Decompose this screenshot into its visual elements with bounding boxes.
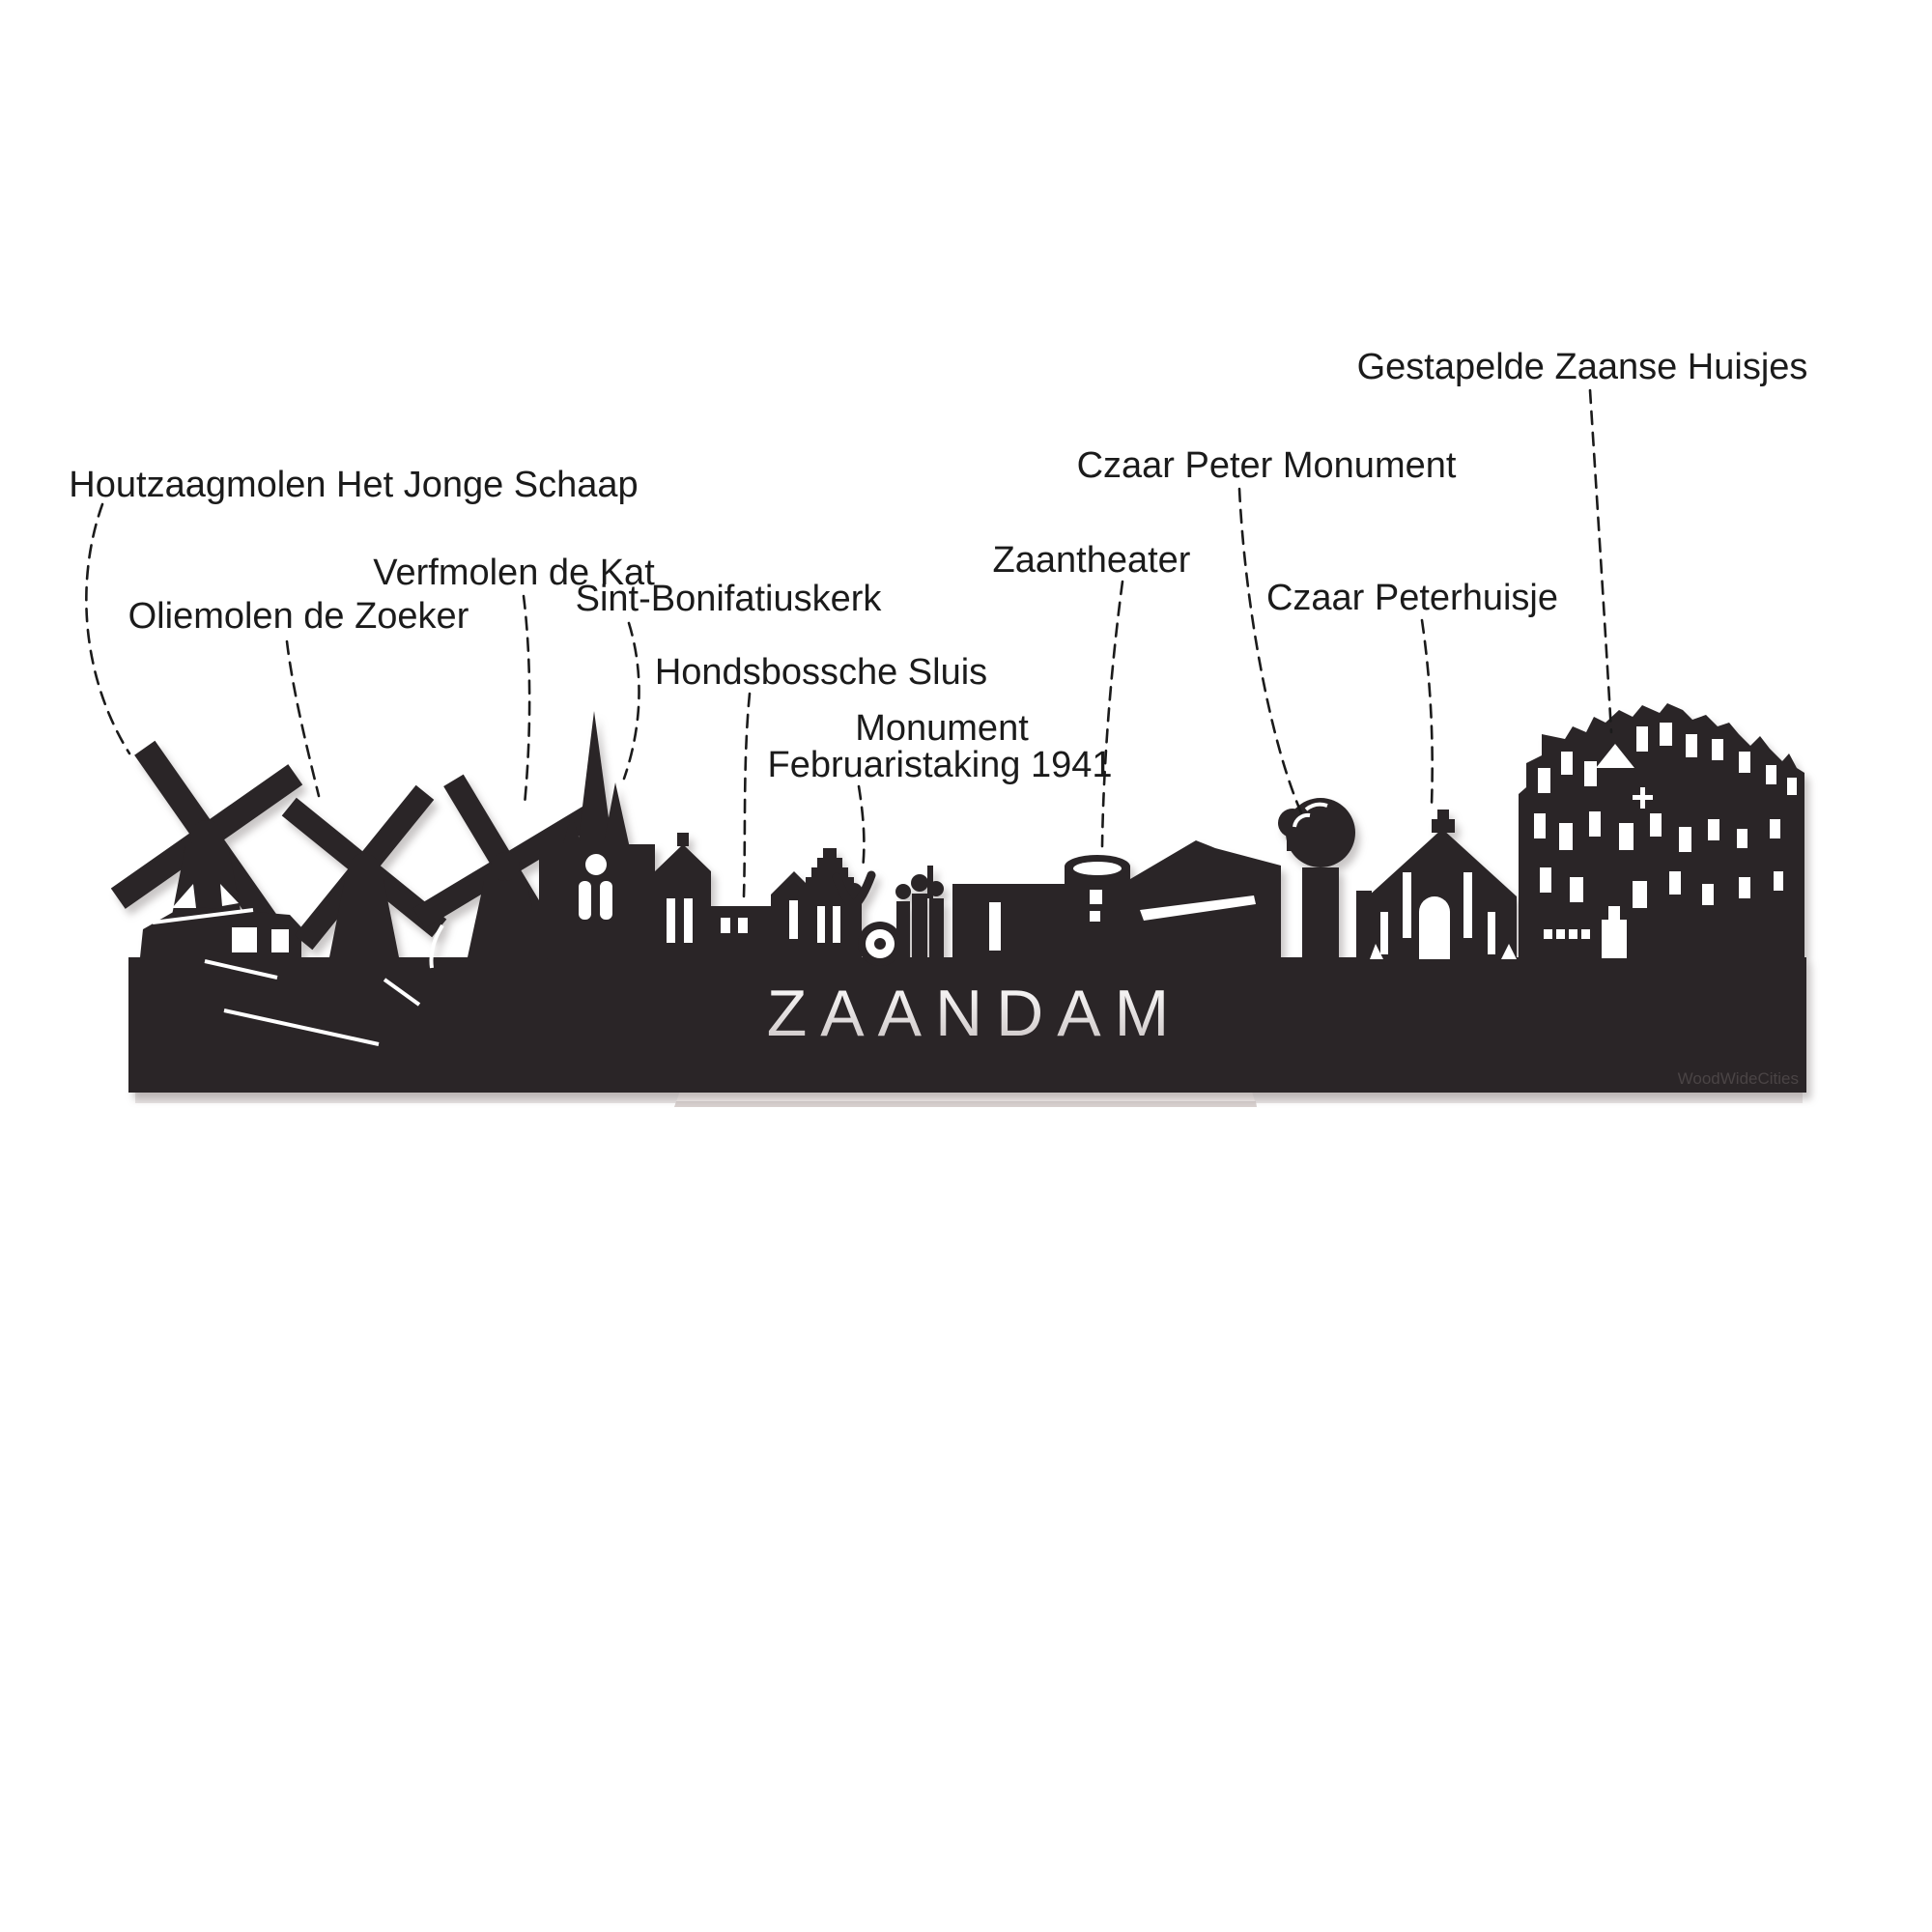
label-verfmolen: Verfmolen de Kat (373, 553, 655, 593)
city-name-cutout: ZAANDAM (766, 977, 1183, 1050)
label-czaar-peter-monument: Czaar Peter Monument (1076, 445, 1457, 486)
label-gestapelde: Gestapelde Zaanse Huisjes (1356, 347, 1808, 387)
label-sint-bonifatiuskerk: Sint-Bonifatiuskerk (575, 579, 882, 619)
label-zaantheater: Zaantheater (992, 540, 1191, 581)
label-houtzaagmolen: Houtzaagmolen Het Jonge Schaap (69, 465, 639, 505)
label-czaar-peterhuisje: Czaar Peterhuisje (1265, 578, 1559, 618)
label-monument-line1: Monument (855, 708, 1029, 749)
label-hondsbossche-sluis: Hondsbossche Sluis (654, 652, 988, 693)
label-oliemolen: Oliemolen de Zoeker (128, 596, 469, 637)
watermark: WoodWideCities (1677, 1069, 1799, 1088)
label-monument-line2: Februaristaking 1941 (767, 745, 1113, 785)
